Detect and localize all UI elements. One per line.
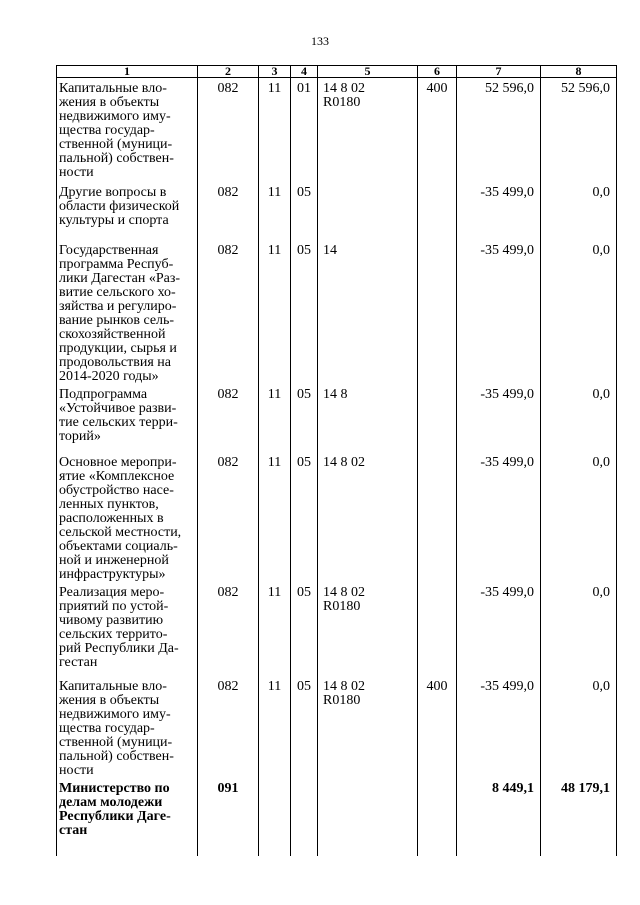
amount-change: -35 499,0 [457, 582, 541, 676]
table-header-row [57, 66, 617, 78]
section-code: 11 [259, 582, 291, 676]
subsection-code: 05 [291, 240, 318, 384]
amount-change: -35 499,0 [457, 452, 541, 582]
expense-type-code [418, 384, 457, 452]
item-name: Основное меропри- ятие «Комплексное обустройство насе- ленных пунктов, расположенных в сельской местности, объектами социаль- ной и инженерной инфраструктуры» [57, 452, 198, 582]
target-article-code: 14 [318, 240, 418, 384]
section-code: 11 [259, 384, 291, 452]
grbs-code: 082 [198, 182, 259, 240]
grbs-code: 082 [198, 78, 259, 183]
subsection-code: 05 [291, 384, 318, 452]
amount-total: 0,0 [541, 452, 617, 582]
amount-total: 0,0 [541, 582, 617, 676]
subsection-code: 05 [291, 182, 318, 240]
table-row [57, 778, 617, 856]
section-code [259, 778, 291, 856]
subsection-code: 05 [291, 582, 318, 676]
table-row [57, 78, 617, 183]
column-header: 1 [57, 66, 198, 78]
column-header: 6 [418, 66, 457, 78]
grbs-code: 082 [198, 582, 259, 676]
amount-change: -35 499,0 [457, 240, 541, 384]
target-article-code: 14 8 02 R0180 [318, 582, 418, 676]
expense-type-code [418, 582, 457, 676]
column-header: 8 [541, 66, 617, 78]
table-row [57, 676, 617, 778]
item-name: Подпрограмма «Устойчивое разви- тие сельских терри- торий» [57, 384, 198, 452]
target-article-code: 14 8 02 R0180 [318, 676, 418, 778]
target-article-code [318, 182, 418, 240]
amount-change: 52 596,0 [457, 78, 541, 183]
amount-total: 0,0 [541, 182, 617, 240]
amount-change: 8 449,1 [457, 778, 541, 856]
expense-type-code [418, 778, 457, 856]
column-header: 4 [291, 66, 318, 78]
section-code: 11 [259, 182, 291, 240]
amount-total: 48 179,1 [541, 778, 617, 856]
expense-type-code: 400 [418, 78, 457, 183]
item-name: Капитальные вло- жения в объекты недвижимого иму- щества государ- ственной (муници- пальной) собствен- ности [57, 676, 198, 778]
table-row [57, 240, 617, 384]
target-article-code: 14 8 02 [318, 452, 418, 582]
item-name: Государственная программа Респуб- лики Дагестан «Раз- витие сельского хо- зяйства и регулиро- вание рынков сель- скохозяйственной продукции, сырья и продовольствия на 2014-2020 годы» [57, 240, 198, 384]
column-header: 5 [318, 66, 418, 78]
budget-table [56, 65, 617, 856]
section-code: 11 [259, 240, 291, 384]
amount-change: -35 499,0 [457, 676, 541, 778]
grbs-code: 082 [198, 384, 259, 452]
item-name: Другие вопросы в области физической культуры и спорта [57, 182, 198, 240]
section-code: 11 [259, 78, 291, 183]
section-code: 11 [259, 452, 291, 582]
amount-total: 0,0 [541, 384, 617, 452]
table-row [57, 384, 617, 452]
column-header: 7 [457, 66, 541, 78]
target-article-code [318, 778, 418, 856]
section-code: 11 [259, 676, 291, 778]
amount-total: 52 596,0 [541, 78, 617, 183]
page-number: 133 [311, 34, 329, 48]
subsection-code: 01 [291, 78, 318, 183]
table-row [57, 452, 617, 582]
expense-type-code [418, 182, 457, 240]
grbs-code: 082 [198, 452, 259, 582]
table-row [57, 182, 617, 240]
target-article-code: 14 8 [318, 384, 418, 452]
grbs-code: 082 [198, 676, 259, 778]
table-row [57, 582, 617, 676]
amount-total: 0,0 [541, 676, 617, 778]
expense-type-code [418, 452, 457, 582]
amount-change: -35 499,0 [457, 384, 541, 452]
column-header: 3 [259, 66, 291, 78]
amount-total: 0,0 [541, 240, 617, 384]
item-name: Капитальные вло- жения в объекты недвижимого иму- щества государ- ственной (муници- пальной) собствен- ности [57, 78, 198, 183]
amount-change: -35 499,0 [457, 182, 541, 240]
column-header: 2 [198, 66, 259, 78]
item-name: Министерство по делам молодежи Республики Даге- стан [57, 778, 198, 856]
grbs-code: 082 [198, 240, 259, 384]
subsection-code: 05 [291, 676, 318, 778]
expense-type-code [418, 240, 457, 384]
subsection-code [291, 778, 318, 856]
subsection-code: 05 [291, 452, 318, 582]
expense-type-code: 400 [418, 676, 457, 778]
item-name: Реализация меро- приятий по устой- чивому развитию сельских террито- рий Республики Да- гестан [57, 582, 198, 676]
grbs-code: 091 [198, 778, 259, 856]
target-article-code: 14 8 02 R0180 [318, 78, 418, 183]
